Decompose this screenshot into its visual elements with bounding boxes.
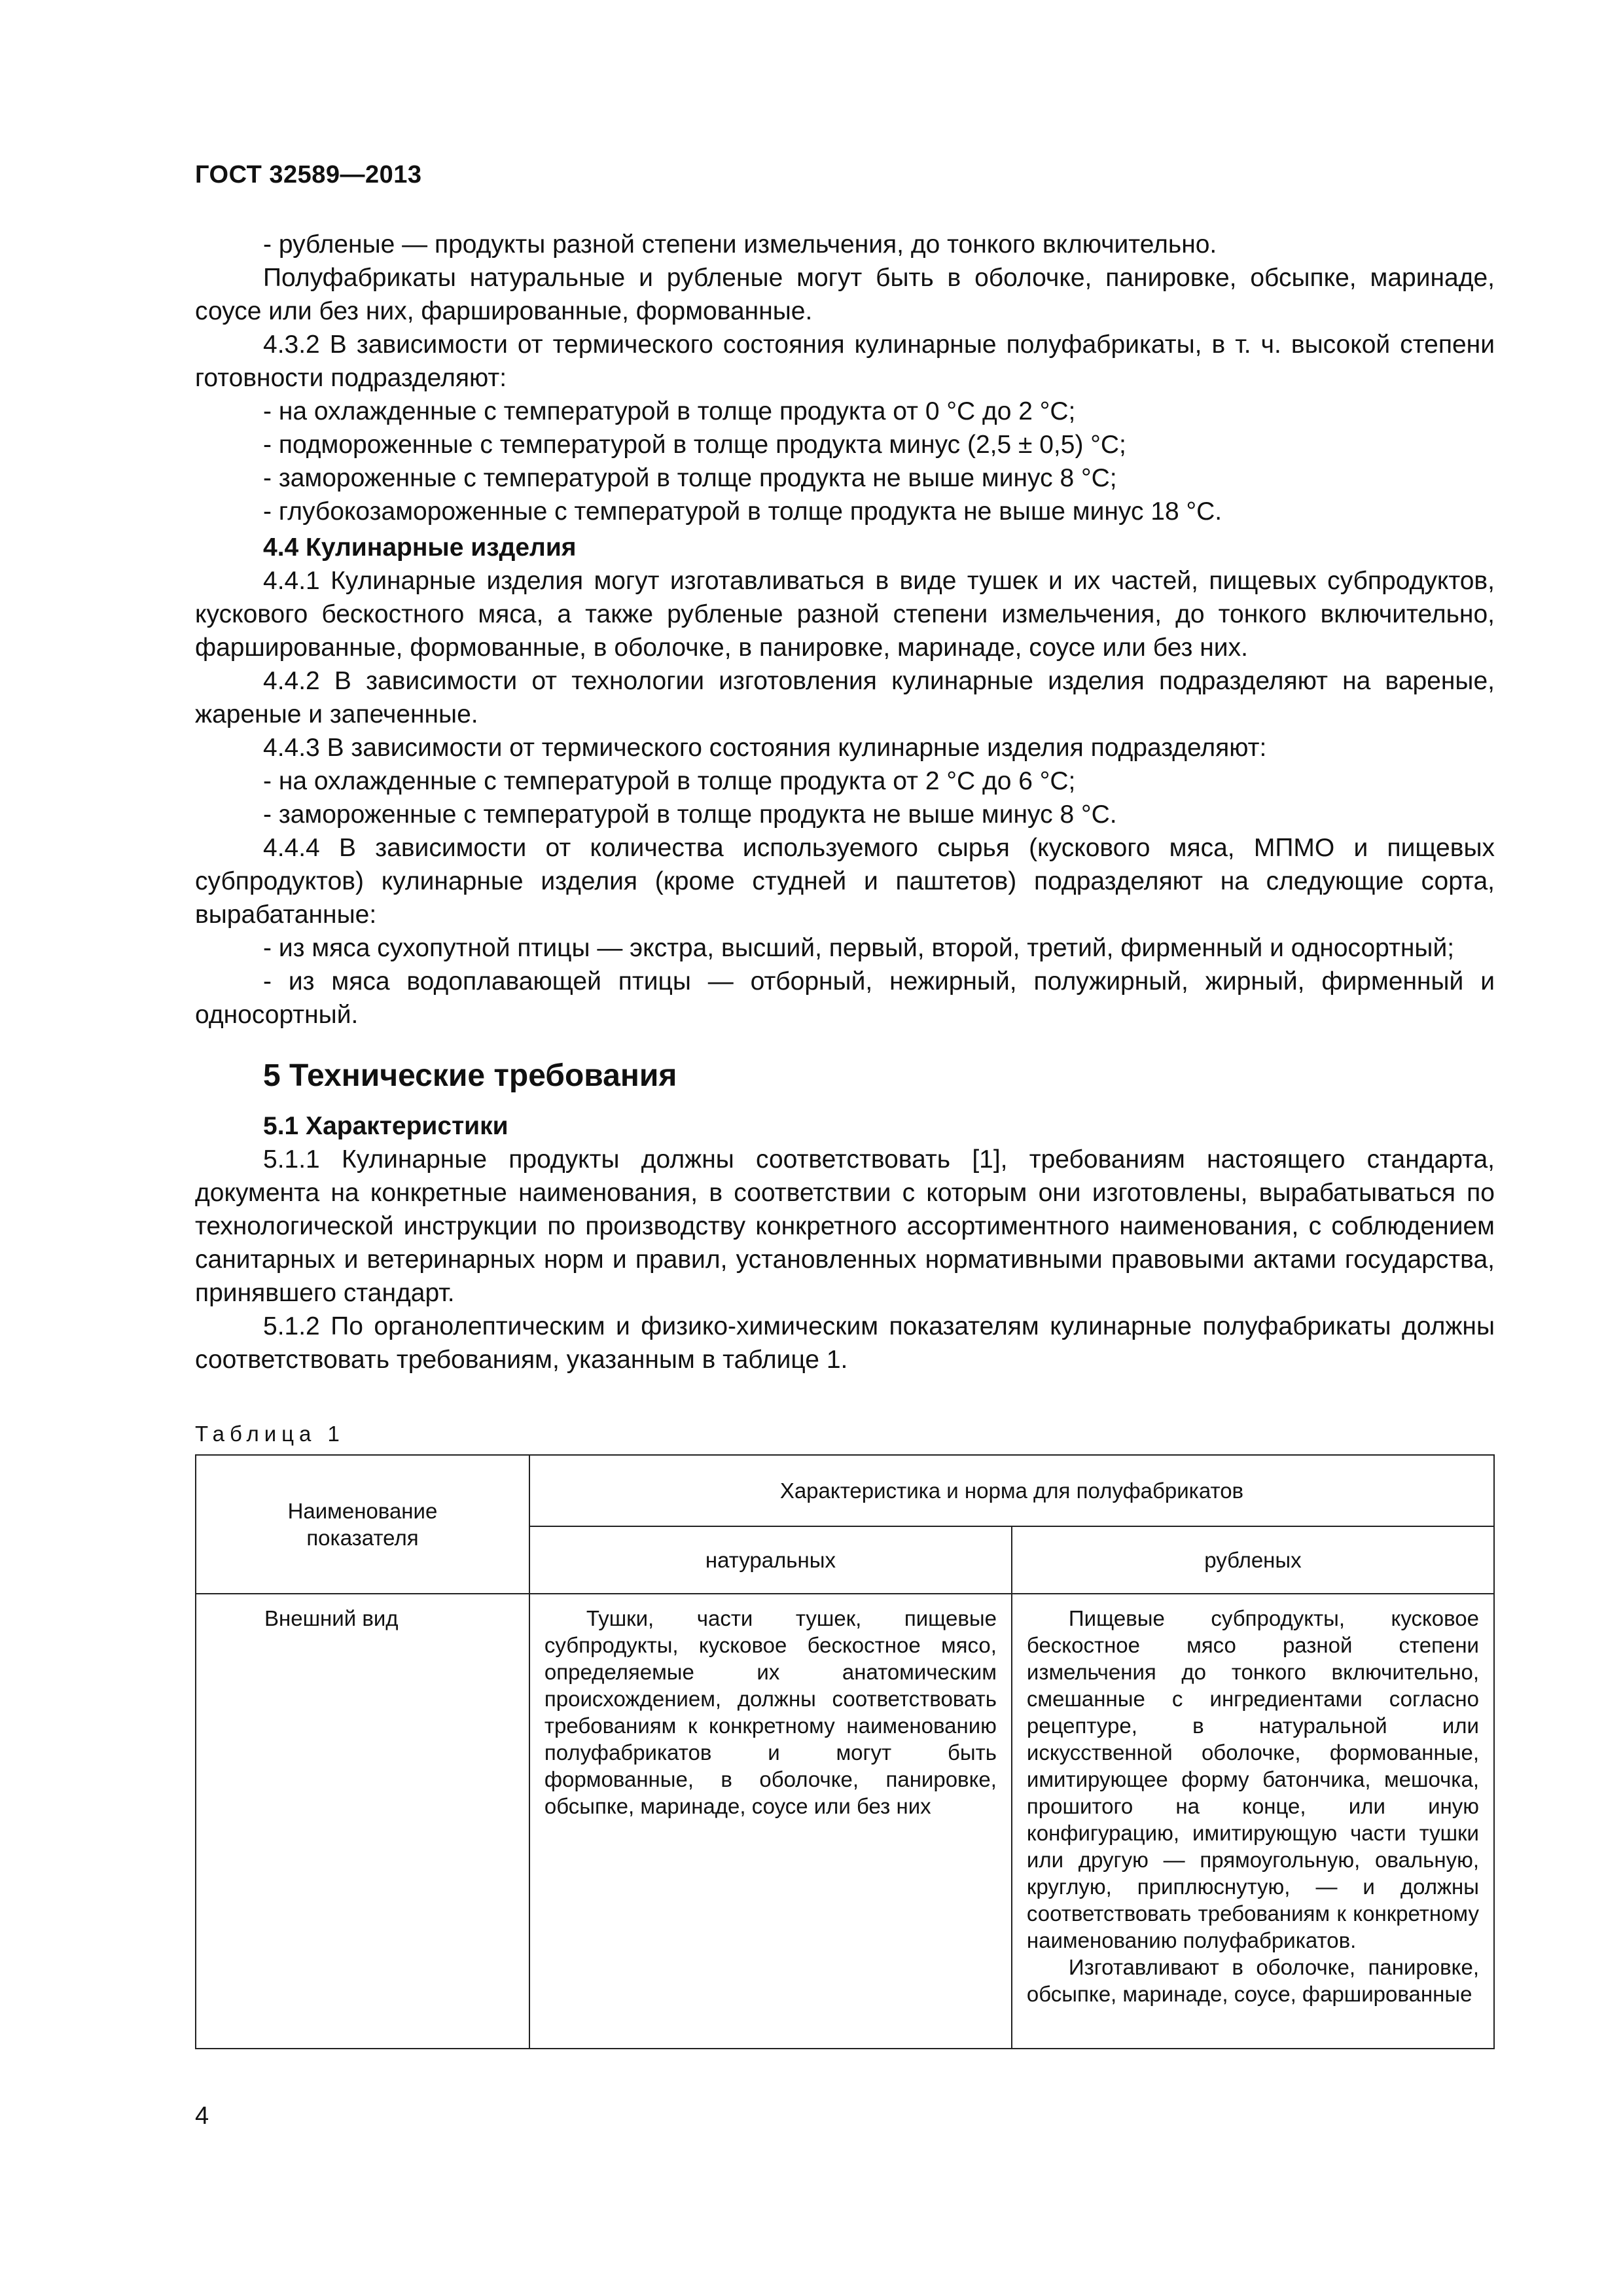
cell-paragraph: Изготавливают в оболочке, панировке, обсыпке, маринаде, соусе, фаршированные — [1026, 1955, 1479, 2006]
list-item: - замороженные с температурой в толще продукта не выше минус 8 °С; — [263, 464, 1117, 492]
body-text — [195, 228, 1495, 1376]
header-cell-group: Характеристика и норма для полуфабрикатов — [529, 1455, 1494, 1526]
header-name-text: Наименование показателя — [287, 1499, 438, 1550]
table-caption: Таблица 1 — [195, 1422, 345, 1446]
paragraph: 5.1.1 Кулинарные продукты должны соответствовать [1], требованиям настоящего стандарта, документа на конкретные наименования, в соответствии с которым они изготовлены, вырабатываться по технологической инструкции по производству конкретного ассортиментного наименования, с соблюдением санитарных и ветеринарных норм и правил, установленных нормативными правовыми актами государства, принявшего стандарт. — [195, 1145, 1495, 1307]
row-name: Внешний вид — [264, 1606, 399, 1630]
page-number: 4 — [195, 2102, 209, 2130]
list-item: - на охлажденные с температурой в толще продукта от 2 °С до 6 °С; — [263, 767, 1076, 795]
paragraph: - рубленые — продукты разной степени измельчения, до тонкого включительно. — [263, 230, 1217, 259]
list-item: - подмороженные с температурой в толще продукта минус (2,5 ± 0,5) °С; — [263, 431, 1126, 459]
paragraph: 4.4.2 В зависимости от технологии изготовления кулинарные изделия подразделяют на вареные, жареные и запеченные. — [195, 667, 1495, 728]
document-header: ГОСТ 32589—2013 — [195, 161, 422, 188]
list-item: - из мяса сухопутной птицы — экстра, высший, первый, второй, третий, фирменный и односортный; — [263, 934, 1455, 962]
list-item: - из мяса водоплавающей птицы — отборный, нежирный, полужирный, жирный, фирменный и односортный. — [195, 967, 1495, 1029]
section-heading: 5 Технические требования — [263, 1058, 677, 1093]
table-row — [196, 1594, 1494, 2049]
cell-paragraph: Пищевые субпродукты, кусковое бескостное мясо разной степени измельчения до тонкого включительно, смешанные с ингредиентами согласно рецептуре, в натуральной или искусственной оболочке, формованные, имитирующее форму батончика, мешочка, прошитого на конце, или иную конфигурацию, имитирующую части тушки или другую — прямоугольную, овальную, круглую, приплюснутую, — и должны соответствовать требованиям к конкретному наименованию полуфабрикатов. — [1026, 1606, 1479, 1952]
paragraph: 4.3.2 В зависимости от термического состояния кулинарные полуфабрикаты, в т. ч. высокой степени готовности подразделяют: — [195, 331, 1495, 392]
cell-text-chopped — [1012, 1594, 1493, 2013]
cell-paragraph: Тушки, части тушек, пищевые субпродукты, кусковое бескостное мясо, определяемые их анатомическим происхождением, должны соответствовать требованиям к конкретному наименованию полуфабрикатов и могут быть формованные, в оболочке, панировке, обсыпке, маринаде, соусе или без них — [544, 1606, 997, 1818]
list-item: - глубокозамороженные с температурой в толще продукта не выше минус 18 °С. — [263, 497, 1222, 526]
cell-text-natural — [530, 1594, 1011, 1825]
header-cell-name — [196, 1455, 529, 1594]
header-cell-natural: натуральных — [529, 1526, 1012, 1594]
table-cell-natural — [529, 1594, 1012, 2049]
paragraph: Полуфабрикаты натуральные и рубленые могут быть в оболочке, панировке, обсыпке, маринаде, соусе или без них, фаршированные, формованные. — [195, 264, 1495, 325]
paragraph: 4.4.4 В зависимости от количества используемого сырья (кускового мяса, МПМО и пищевых субпродуктов) кулинарные изделия (кроме студней и паштетов) подразделяют на следующие сорта, вырабатанные: — [195, 834, 1495, 929]
paragraph: 5.1.2 По органолептическим и физико-химическим показателям кулинарные полуфабрикаты должны соответствовать требованиям, указанным в таблице 1. — [195, 1312, 1495, 1374]
subsection-heading: 5.1 Характеристики — [263, 1112, 508, 1140]
list-item: - замороженные с температурой в толще продукта не выше минус 8 °С. — [263, 800, 1117, 829]
table-cell-name — [196, 1594, 529, 2049]
paragraph: 4.4.3 В зависимости от термического состояния кулинарные изделия подразделяют: — [263, 734, 1267, 762]
header-cell-chopped: рубленых — [1012, 1526, 1494, 1594]
table-cell-chopped — [1012, 1594, 1494, 2049]
list-item: - на охлажденные с температурой в толще продукта от 0 °С до 2 °С; — [263, 397, 1076, 425]
paragraph: 4.4.1 Кулинарные изделия могут изготавливаться в виде тушек и их частей, пищевых субпродуктов, кускового бескостного мяса, а также рубленые разной степени измельчения, до тонкого включительно, фаршированные, формованные, в оболочке, в панировке, маринаде, соусе или без них. — [195, 567, 1495, 662]
table-1 — [195, 1454, 1495, 2049]
subsection-heading: 4.4 Кулинарные изделия — [263, 533, 577, 562]
